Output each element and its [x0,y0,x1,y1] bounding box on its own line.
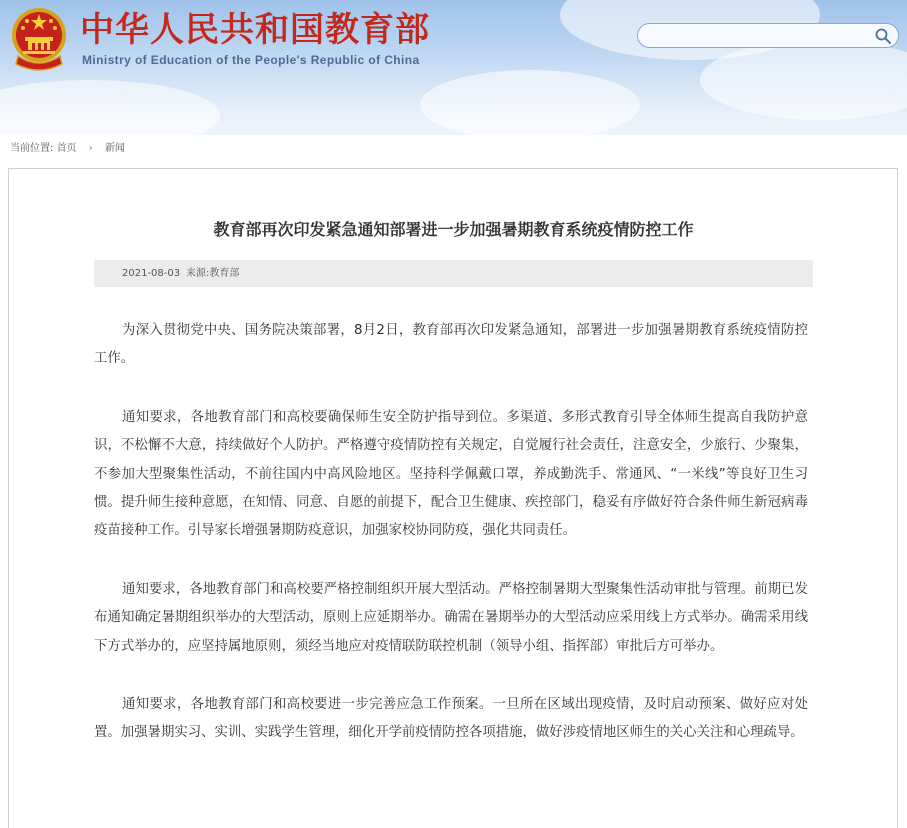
article-paragraph: 通知要求，各地教育部门和高校要确保师生安全防护指导到位。多渠道、多形式教育引导全体师生提高自我防护意识，不松懈不大意，持续做好个人防护。严格遵守疫情防控有关规定，自觉履行社会责任，注意安全，少旅行、少聚集，不参加大型聚集性活动，不前往国内中高风险地区。坚持科学佩戴口罩，养成勤洗手、常通风、“一米线”等良好卫生习惯。提升师生接种意愿，在知情、同意、自愿的前提下，配合卫生健康、疾控部门，稳妥有序做好符合条件师生新冠病毒疫苗接种工作。引导家长增强暑期防疫意识，加强家校协同防疫，强化共同责任。 [94,409,808,539]
national-emblem-icon[interactable] [10,6,68,72]
article-title: 教育部再次印发紧急通知部署进一步加强暑期教育系统疫情防控工作 [213,220,694,239]
header-cloud [0,80,220,135]
article-meta [94,260,813,287]
breadcrumb [10,142,125,156]
header-cloud [700,40,907,120]
article-paragraph: 通知要求，各地教育部门和高校要进一步完善应急工作预案。一旦所在区域出现疫情，及时启动预案、做好应对处置。加强暑期实习、实训、实践学生管理，细化开学前疫情防控各项措施，做好涉疫情地区师生的关心关注和心理疏导。 [94,697,808,741]
search-icon[interactable] [874,27,892,45]
header-cloud [420,70,640,135]
article-paragraph: 通知要求，各地教育部门和高校要严格控制组织开展大型活动。严格控制暑期大型聚集性活动审批与管理。前期已发布通知确定暑期组织举办的大型活动，原则上应延期举办。确需在暑期举办的大型活动应采用线上方式举办。确需采用线下方式举办的，应坚持属地原则，须经当地应对疫情联防联控机制（领导小组、指挥部）审批后方可举办。 [94,581,808,654]
breadcrumb-news-link[interactable]: 新闻 [104,143,125,154]
site-title: 中华人民共和国教育部 [80,10,430,50]
article-body [94,317,808,778]
site-header [0,0,907,135]
article-paragraph: 为深入贯彻党中央、国务院决策部署，8月2日，教育部再次印发紧急通知，部署进一步加强暑期教育系统疫情防控工作。 [94,323,808,367]
breadcrumb-label: 当前位置: [10,143,54,154]
article-date: 2021-08-03 [122,268,181,279]
article-source: 来源:教育部 [186,268,240,279]
search-box [637,23,899,48]
breadcrumb-home-link[interactable]: 首页 [56,143,77,154]
search-input[interactable] [648,27,872,46]
site-subtitle: Ministry of Education of the People's Republic of China [82,53,420,67]
chevron-right-icon: › [88,143,93,154]
